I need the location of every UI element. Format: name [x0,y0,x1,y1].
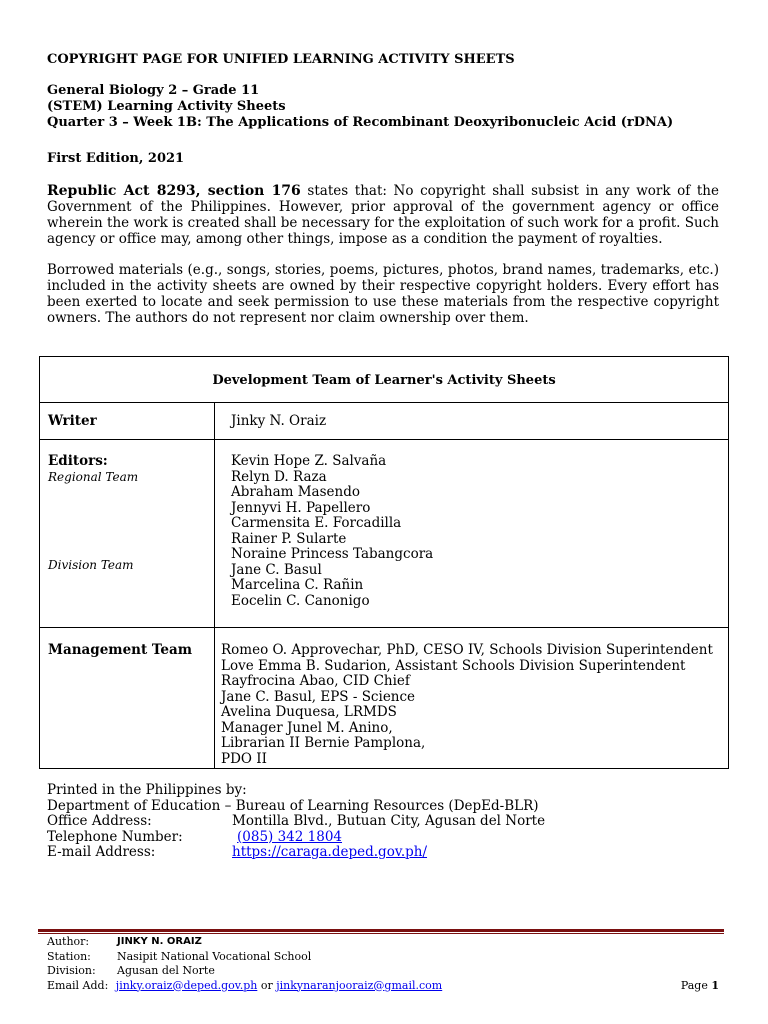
management-label-cell [40,628,215,769]
page-label: Page [680,978,712,992]
editor-name: Kevin Hope Z. Salvaña [231,453,387,469]
office-address-value: Montilla Blvd., Butuan City, Agusan del Norte [232,813,546,829]
footer-or-text: or [257,978,277,992]
footer-divider-thick [38,929,724,932]
writer-label-cell [40,403,215,440]
telephone-label: Telephone Number: [47,828,183,845]
editor-name: Abraham Masendo [231,484,360,500]
division-team-label: Division Team [48,558,134,572]
page-footer [47,935,719,993]
writer-name: Jinky N. Oraiz [231,413,327,429]
footer-station-value: Nasipit National Vocational School [117,949,312,963]
footer-station-row [47,950,719,965]
editors-label: Editors: [48,453,108,469]
footer-author-value: JINKY N. ORAIZ [117,936,202,947]
footer-email-label: Email Add: [47,978,109,992]
footer-email-link-2[interactable]: jinkynaranjooraiz@gmail.com [276,978,443,992]
quarter-line: Quarter 3 – Week 1B: The Applications of Recombinant Deoxyribonucleic Acid (rDNA) [47,115,674,130]
telephone-row [47,830,727,846]
document-subtitle [47,83,719,131]
management-member: Avelina Duquesa, LRMDS [221,704,397,720]
management-member: Librarian II Bernie Pamplona, [221,735,426,751]
republic-act-text: states that: No copyright shall subsist in any work of the Government of the Philippines. However, prior approval of the government agency or office wherein the work is created shall be necessary for the exploitation of such work for a profit. Such agency or office may, among other things, impose as a condition the payment of royalties. [47,183,719,247]
management-member: Love Emma B. Sudarion, Assistant Schools Division Superintendent [221,657,686,674]
republic-act-paragraph [47,183,719,247]
printed-by-section [47,783,727,861]
regional-team-label: Regional Team [48,470,139,484]
subject-line: General Biology 2 – Grade 11 [47,83,260,98]
editor-name: Eocelin C. Canonigo [231,592,370,609]
office-address-label: Office Address: [47,813,152,829]
edition-line: First Edition, 2021 [47,151,185,166]
email-row [47,845,727,861]
editor-name: Marcelina C. Rañin [231,577,364,593]
footer-divider-thin [38,933,724,934]
borrowed-materials-paragraph: Borrowed materials (e.g., songs, stories, poems, pictures, photos, brand names, trademarks, etc.) included in the activity sheets are owned by their respective copyright holders. Every effort has been exerted to locate and seek permission to use these materials from the respective copyright owners. The authors do not represent nor claim ownership over them. [47,262,719,326]
editor-name: Rainer P. Sularte [231,530,347,547]
printed-line: Printed in the Philippines by: [47,782,247,798]
footer-email-row [47,979,719,994]
footer-station-label: Station: [47,949,91,963]
office-address-row [47,814,727,830]
writer-label: Writer [48,413,97,429]
development-team-table [39,356,729,769]
copyright-title: COPYRIGHT PAGE FOR UNIFIED LEARNING ACTIVITY SHEETS [47,52,515,67]
editor-name: Noraine Princess Tabangcora [231,546,434,562]
footer-email-link-1[interactable]: jinky.oraiz@deped.gov.ph [115,978,258,992]
management-label: Management Team [48,642,193,658]
editor-name: Jennyvi H. Papellero [231,499,371,516]
management-member: Romeo O. Approvechar, PhD, CESO IV, Schools Division Superintendent [221,642,713,658]
republic-act-label: Republic Act 8293, section 176 [47,183,301,199]
management-member: Jane C. Basul, EPS - Science [221,688,416,705]
footer-division-row [47,964,719,979]
management-list [215,628,729,769]
department-line: Department of Education – Bureau of Learning Resources (DepEd-BLR) [47,797,539,814]
team-table-header: Development Team of Learner's Activity Sheets [40,357,729,403]
editors-label-cell [40,440,215,628]
series-line: (STEM) Learning Activity Sheets [47,99,286,114]
editor-name: Relyn D. Raza [231,468,327,485]
editor-name: Carmensita E. Forcadilla [231,515,402,531]
management-member: PDO II [221,750,267,767]
page-number-value: 1 [711,978,719,992]
footer-author-label: Author: [47,935,90,948]
email-label: E-mail Address: [47,844,156,860]
website-link[interactable]: https://caraga.deped.gov.ph/ [232,844,428,860]
telephone-link[interactable]: (085) 342 1804 [237,828,343,845]
management-member: Rayfrocina Abao, CID Chief [221,673,410,689]
footer-division-label: Division: [47,964,96,977]
editor-name: Jane C. Basul [231,561,322,578]
footer-author-row [47,935,719,950]
writer-name-cell [215,403,729,440]
page-number [681,979,719,994]
editors-list [215,440,729,628]
management-member: Manager Junel M. Anino, [221,719,393,736]
footer-division-value: Agusan del Norte [117,964,215,977]
